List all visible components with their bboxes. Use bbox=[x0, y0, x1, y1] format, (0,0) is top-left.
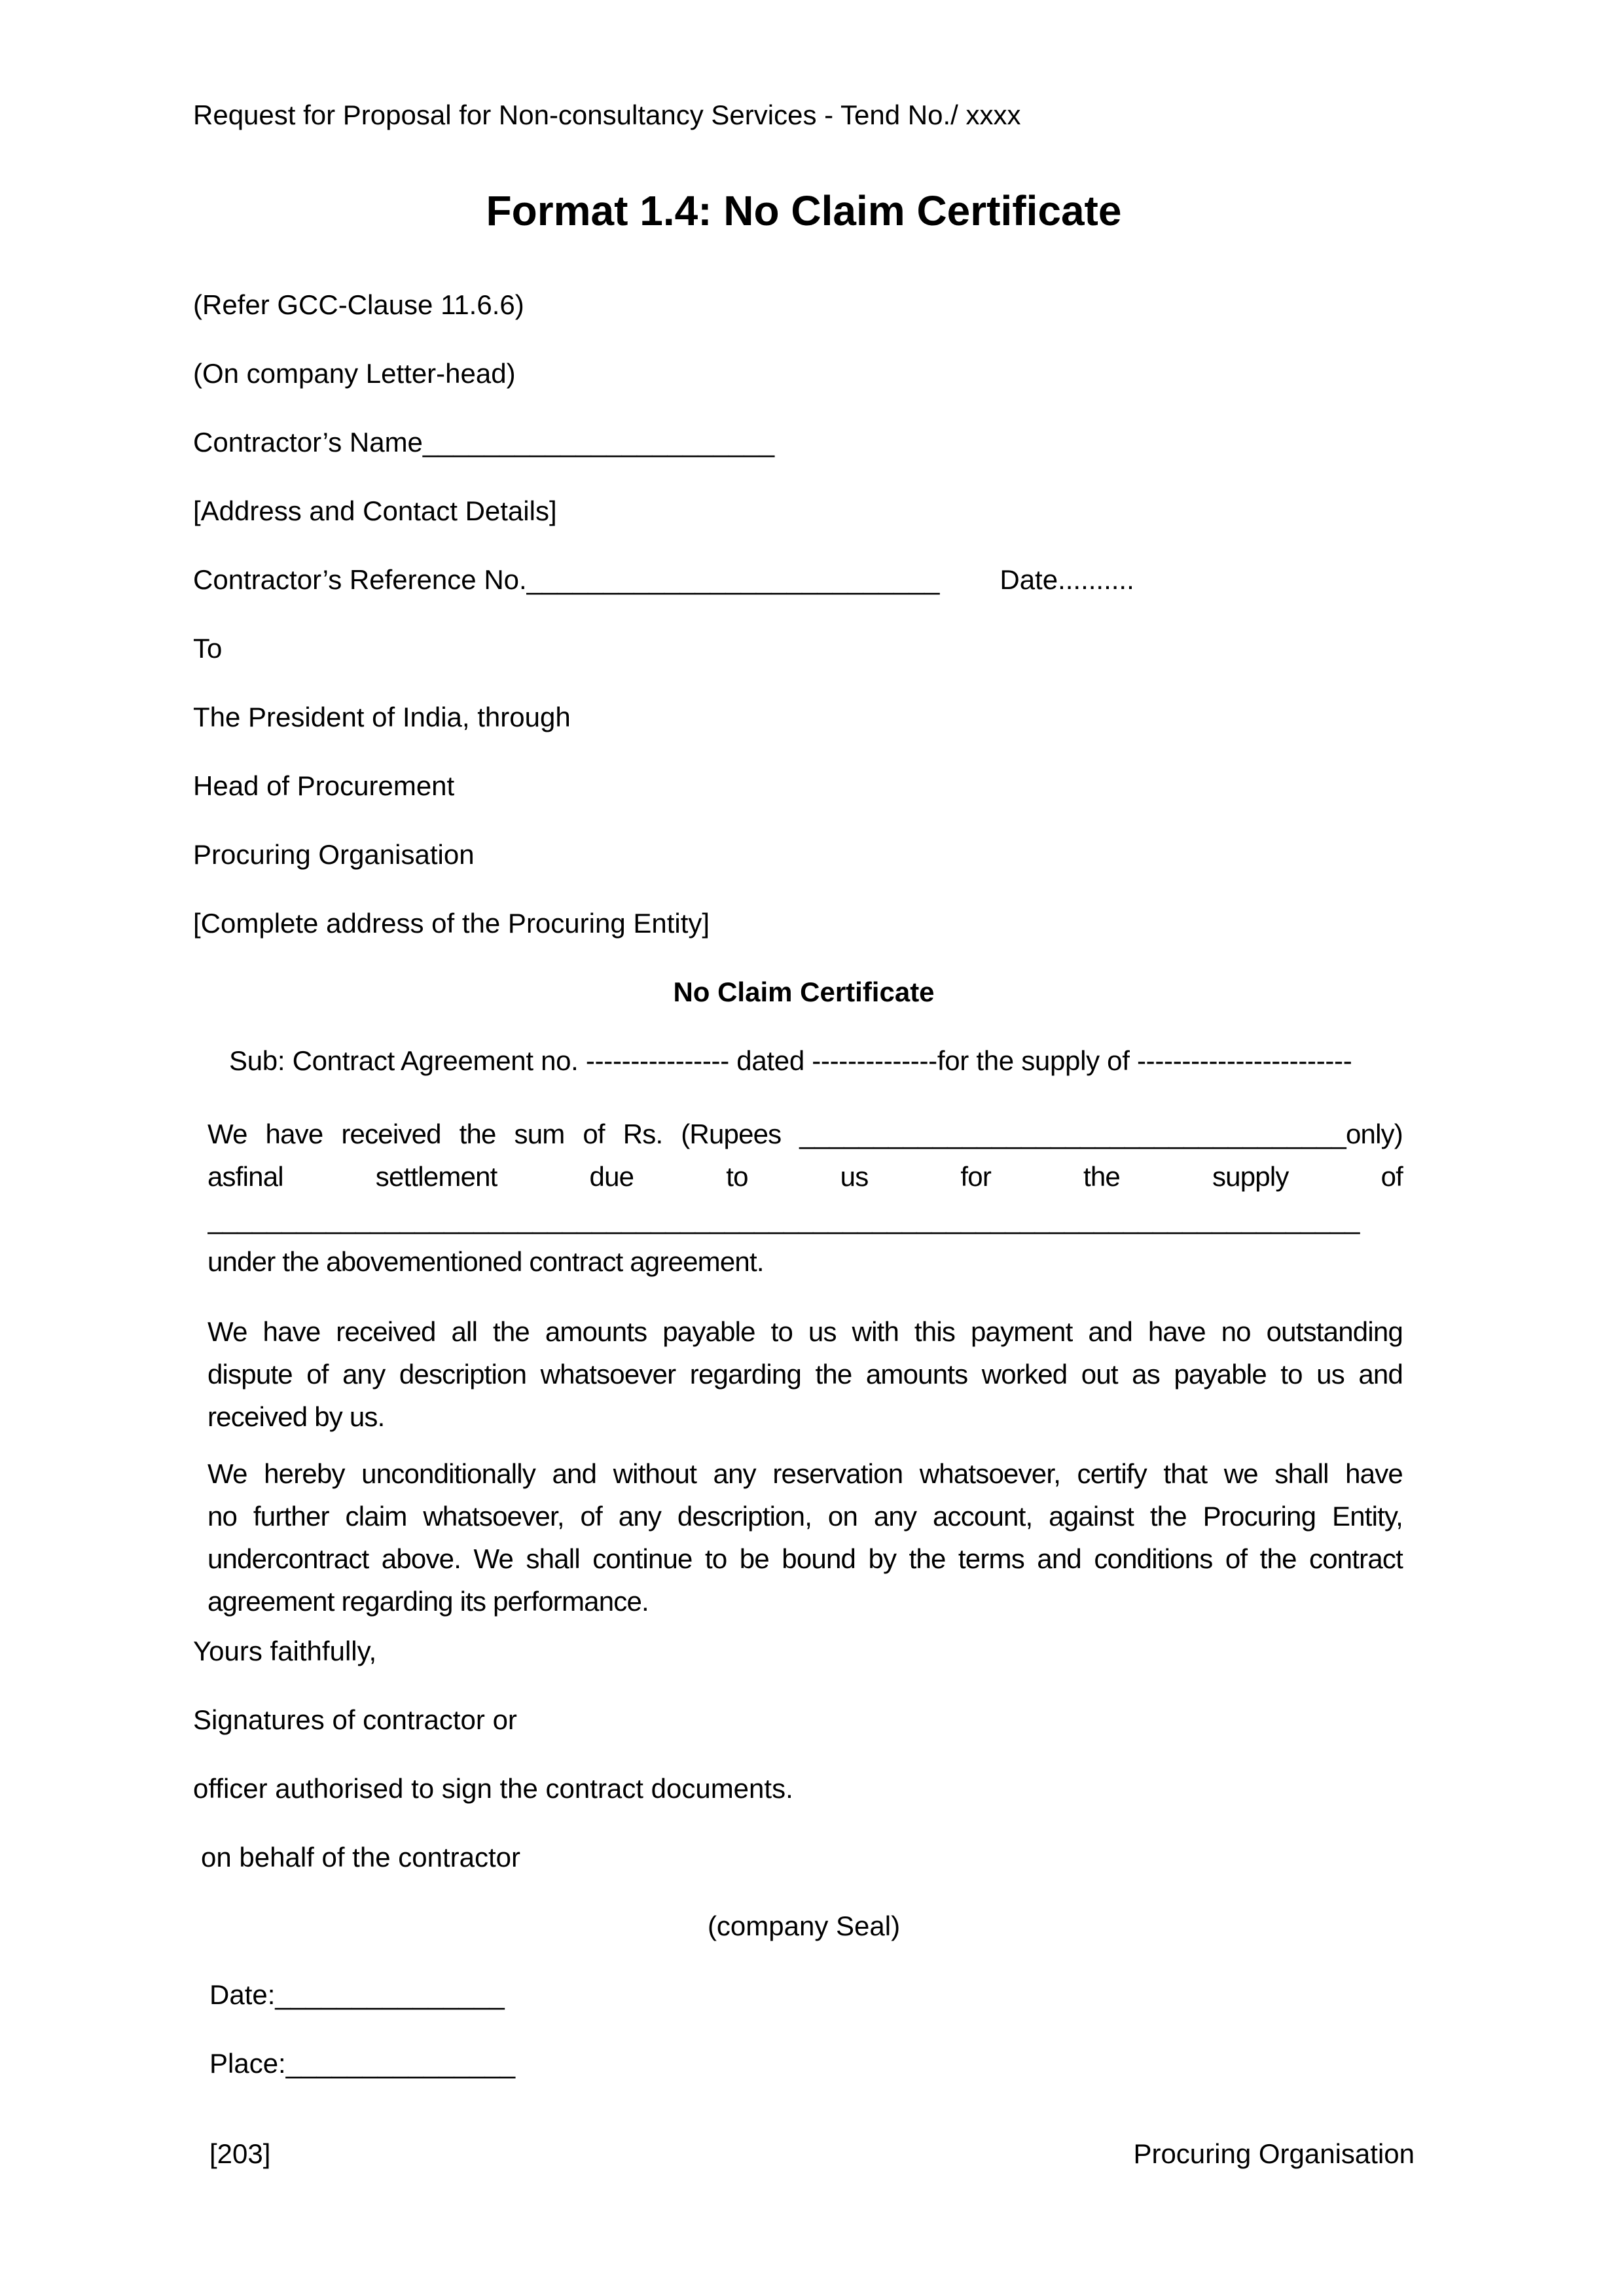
date-dots-field: Date.......... bbox=[1000, 564, 1134, 595]
signature-line-3: on behalf of the contractor bbox=[201, 1842, 520, 1873]
document-title: Format 1.4: No Claim Certificate bbox=[486, 187, 1122, 234]
to-label: To bbox=[193, 633, 223, 664]
letter-meta bbox=[193, 288, 1415, 1078]
paragraph-received-sum bbox=[208, 1113, 1403, 1283]
closing-block bbox=[193, 1634, 1415, 2081]
page-header: Request for Proposal for Non-consultancy Services - Tend No./ xxxx bbox=[193, 99, 1021, 130]
signature-line-1: Signatures of contractor or bbox=[193, 1704, 517, 1735]
paragraph-1-line-2: asfinal settlement due to us for the supply of bbox=[208, 1161, 1403, 1192]
contractor-reference-field: Contractor’s Reference No.___________________________ bbox=[193, 564, 940, 595]
footer-organisation: Procuring Organisation bbox=[1133, 2138, 1415, 2169]
place-field: Place:_______________ bbox=[209, 2048, 516, 2079]
contractor-name-field: Contractor’s Name_______________________ bbox=[193, 427, 775, 457]
paragraph-2-line-1: We have received all the amounts payable to us with this payment and have no outstanding bbox=[208, 1316, 1403, 1347]
reference-row bbox=[193, 563, 1415, 597]
paragraph-no-further-claim bbox=[208, 1452, 1403, 1623]
date-field: Date:_______________ bbox=[209, 1979, 505, 2010]
paragraph-no-dispute bbox=[208, 1310, 1403, 1438]
paragraph-2-line-2: dispute of any description whatsoever regarding the amounts worked out as payable to us and bbox=[208, 1359, 1403, 1390]
addressee-line-4: [Complete address of the Procuring Entity] bbox=[193, 908, 710, 939]
paragraph-2-line-3: received by us. bbox=[208, 1401, 385, 1432]
page-number: [203] bbox=[209, 2138, 271, 2169]
refer-clause-note: (Refer GCC-Clause 11.6.6) bbox=[193, 289, 524, 320]
addressee-line-1: The President of India, through bbox=[193, 702, 571, 732]
paragraph-3-line-1: We hereby unconditionally and without any reservation whatsoever, certify that we shall have bbox=[208, 1458, 1403, 1489]
paragraph-3-line-4: agreement regarding its performance. bbox=[208, 1586, 649, 1617]
paragraph-1-line-4: under the abovementioned contract agreement. bbox=[208, 1246, 764, 1277]
paragraph-3-line-3: undercontract above. We shall continue to be bound by the terms and conditions of the contract bbox=[208, 1543, 1403, 1574]
letterhead-note: (On company Letter-head) bbox=[193, 358, 516, 389]
address-note: [Address and Contact Details] bbox=[193, 495, 557, 526]
signature-line-2: officer authorised to sign the contract documents. bbox=[193, 1773, 793, 1804]
subject-line: Sub: Contract Agreement no. ---------------- dated --------------for the supply of ------------------------ bbox=[229, 1045, 1352, 1076]
certificate-heading: No Claim Certificate bbox=[673, 977, 935, 1007]
addressee-line-3: Procuring Organisation bbox=[193, 839, 475, 870]
paragraph-3-line-2: no further claim whatsoever, of any description, on any account, against the Procuring Entity, bbox=[208, 1501, 1403, 1532]
salutation: Yours faithfully, bbox=[193, 1636, 377, 1666]
company-seal-note: (company Seal) bbox=[707, 1910, 901, 1941]
paragraph-1-line-1: We have received the sum of Rs. (Rupees _____________________________________only) bbox=[208, 1119, 1403, 1149]
fill-in-blank-line: ______________________________________________________________________________ bbox=[208, 1204, 1360, 1234]
page-footer bbox=[209, 2137, 1415, 2171]
addressee-line-2: Head of Procurement bbox=[193, 770, 455, 801]
